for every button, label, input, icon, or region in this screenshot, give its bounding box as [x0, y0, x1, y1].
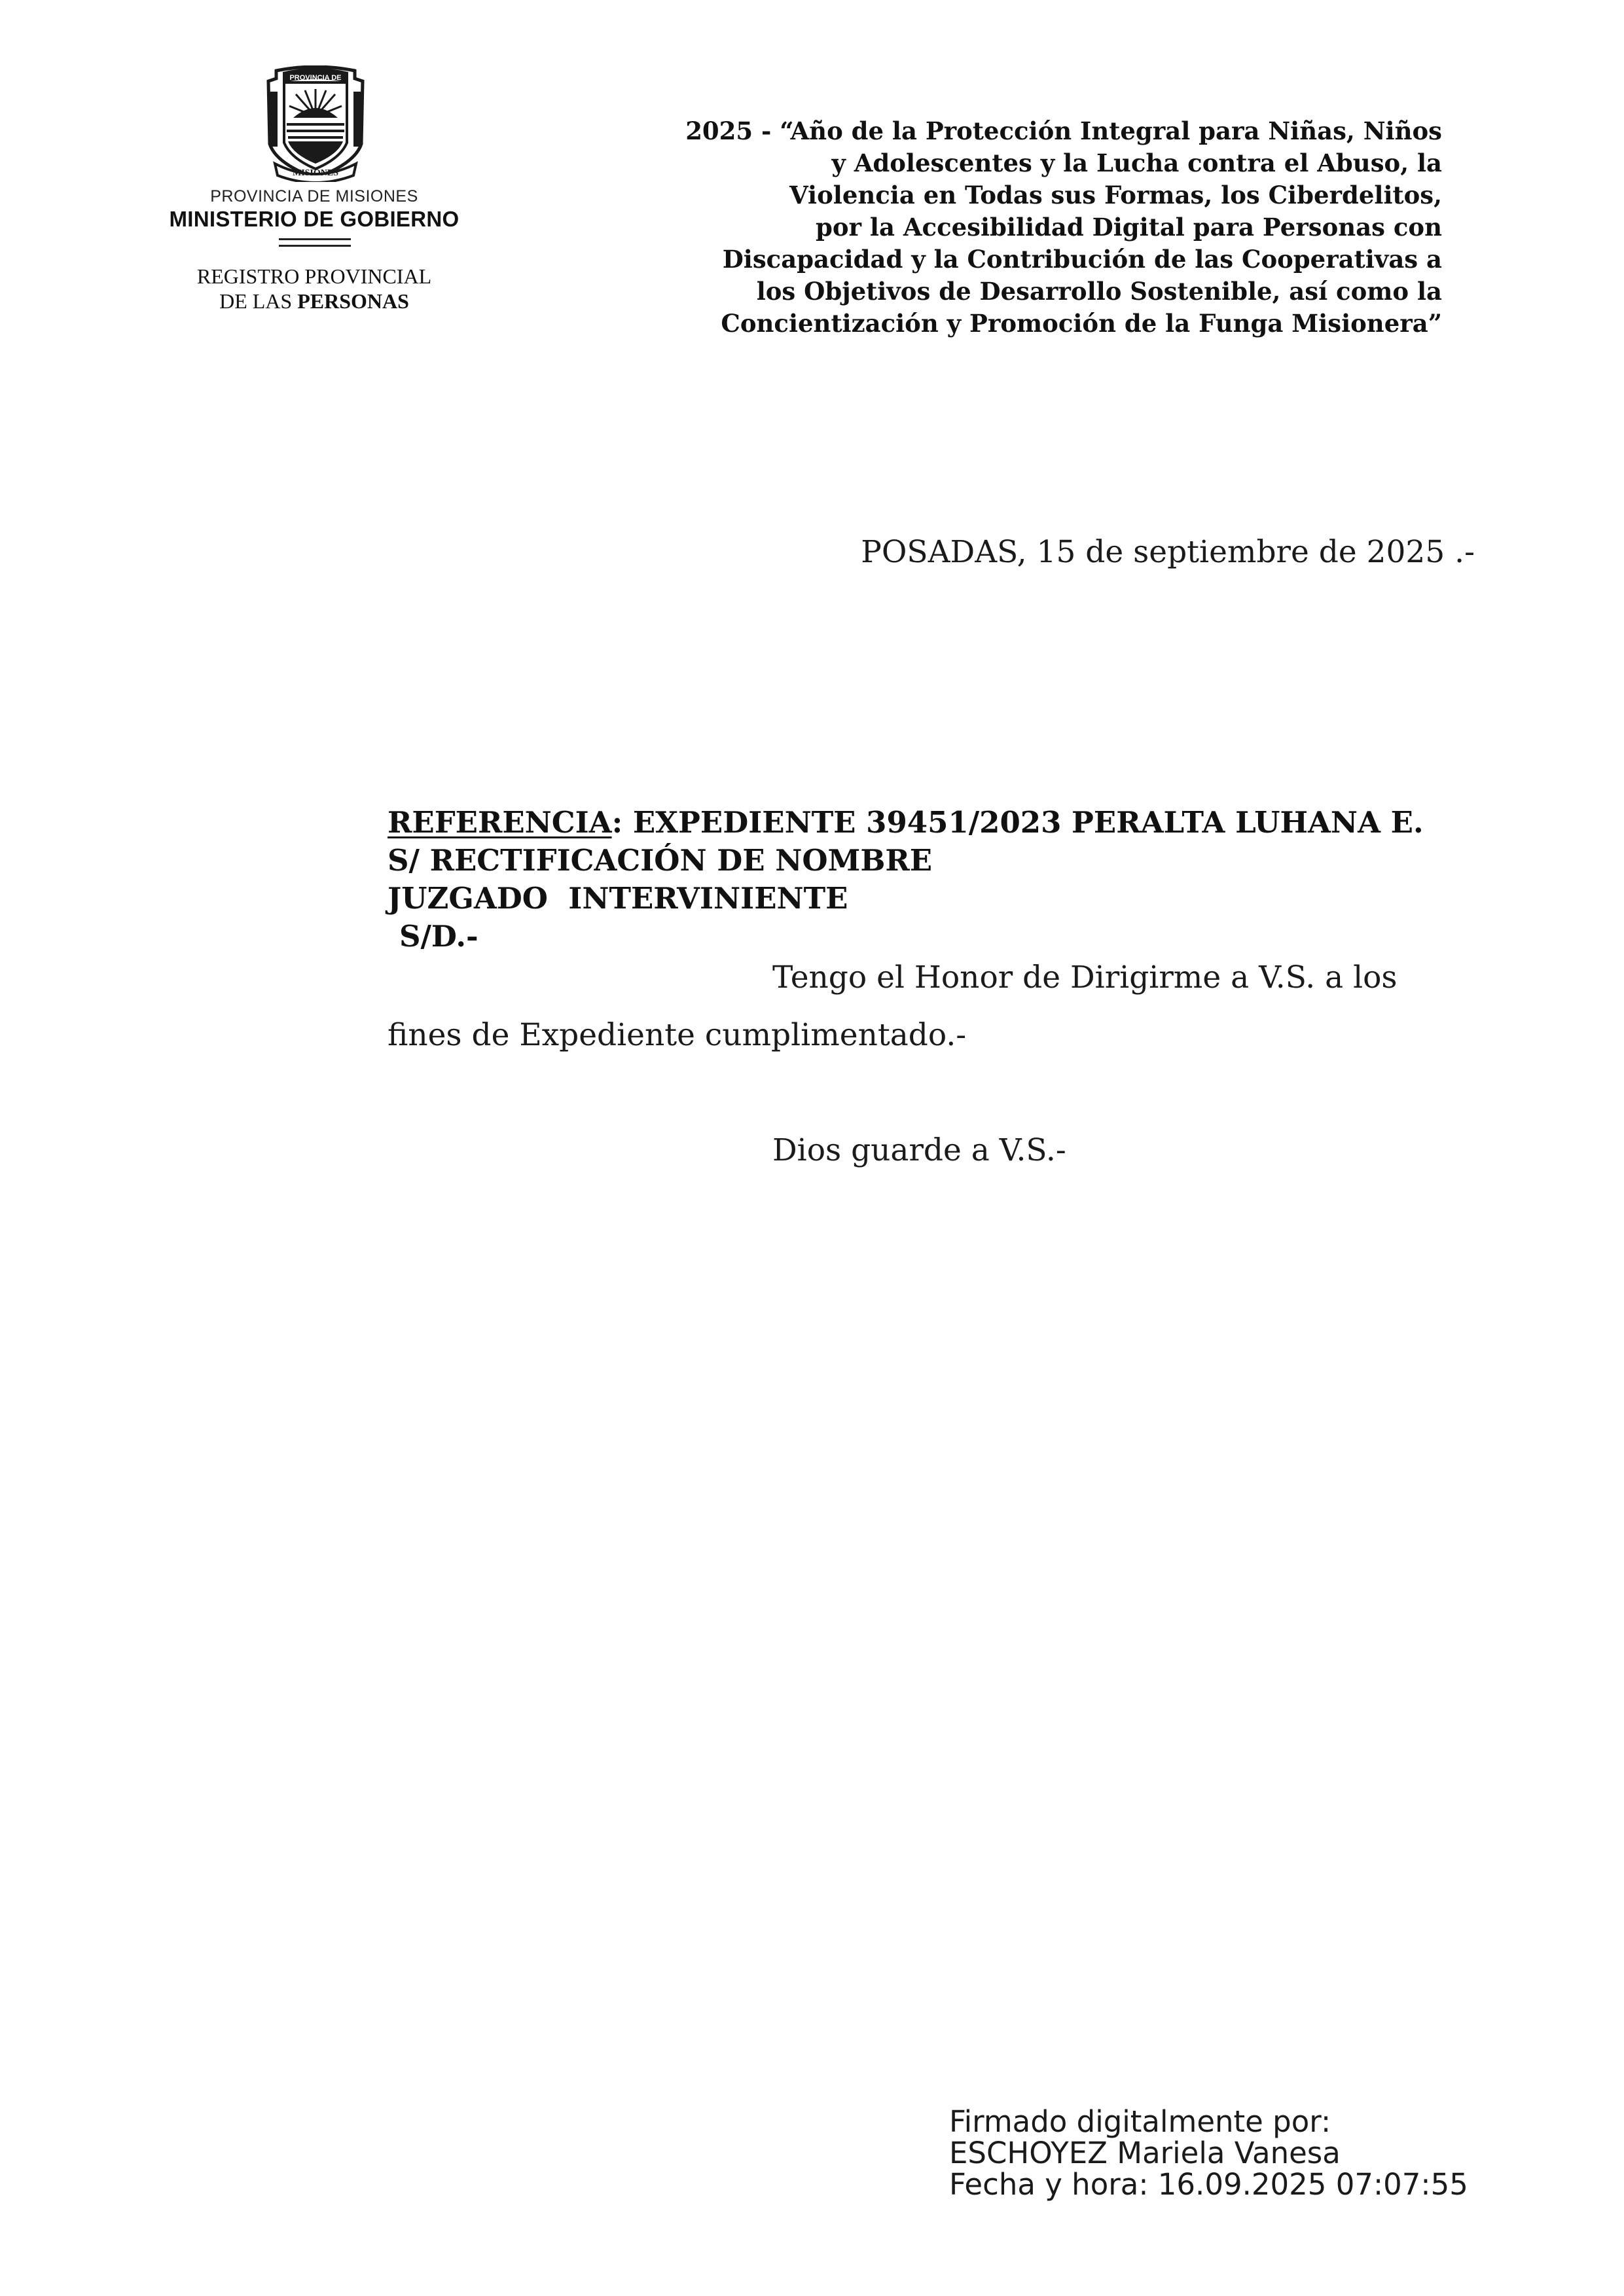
registry-name-line2: [157, 289, 471, 314]
reference-line-1: [388, 804, 1424, 842]
registry-name-line1: REGISTRO PROVINCIAL: [196, 264, 432, 288]
registry-name-strong: PERSONAS: [297, 289, 409, 313]
reference-key: REFERENCIA: [388, 805, 612, 840]
motto-line: los Objetivos de Desarrollo Sostenible, así como la: [756, 277, 1442, 306]
motto-line: Discapacidad y la Contribución de las Cooperativas a: [722, 245, 1442, 274]
registry-name-prefix: DE LAS: [219, 289, 298, 313]
reference-subject: S/ RECTIFICACIÓN DE NOMBRE: [388, 843, 933, 878]
motto-line: 2025 - “Año de la Protección Integral para Niñas, Niños: [685, 117, 1442, 145]
motto-line: Concientización y Promoción de la Funga Misionera”: [721, 309, 1442, 338]
reference-case: : EXPEDIENTE 39451/2023 PERALTA LUHANA E.: [611, 805, 1424, 840]
body-paragraph-line1: Tengo el Honor de Dirigirme a V.S. a los: [772, 960, 1398, 996]
ministry-name: MINISTERIO DE GOBIERNO: [169, 207, 460, 231]
coat-of-arms-icon: [257, 65, 374, 182]
reference-sd: S/D.-: [399, 919, 478, 954]
closing-salutation: Dios guarde a V.S.-: [772, 1132, 1066, 1168]
motto-line: por la Accesibilidad Digital para Personas con: [816, 213, 1442, 242]
province-name: PROVINCIA DE MISIONES: [210, 187, 418, 206]
signature-datetime: Fecha y hora: 16.09.2025 07:07:55: [949, 2167, 1468, 2202]
crest-inscription-top: PROVINCIA DE: [289, 74, 342, 82]
body-paragraph-line2: fines de Expediente cumplimentado.-: [388, 1017, 967, 1053]
motto-line: Violencia en Todas sus Formas, los Ciberdelitos,: [789, 181, 1442, 209]
reference-recipient: JUZGADO INTERVINIENTE: [388, 881, 848, 916]
digital-signature: [949, 2106, 1468, 2200]
year-motto: [526, 115, 1442, 340]
reference-block: [388, 804, 1424, 956]
motto-line: y Adolescentes y la Lucha contra el Abuso, la: [831, 149, 1442, 177]
crest-inscription-bottom: MISIONES: [292, 168, 339, 178]
letterhead-divider-bottom: [279, 245, 351, 247]
signer-name: ESCHOYEZ Mariela Vanesa: [949, 2136, 1341, 2170]
letterhead-divider-top: [279, 238, 351, 240]
place-and-date: POSADAS, 15 de septiembre de 2025 .-: [861, 534, 1475, 570]
signature-label: Firmado digitalmente por:: [949, 2104, 1331, 2139]
